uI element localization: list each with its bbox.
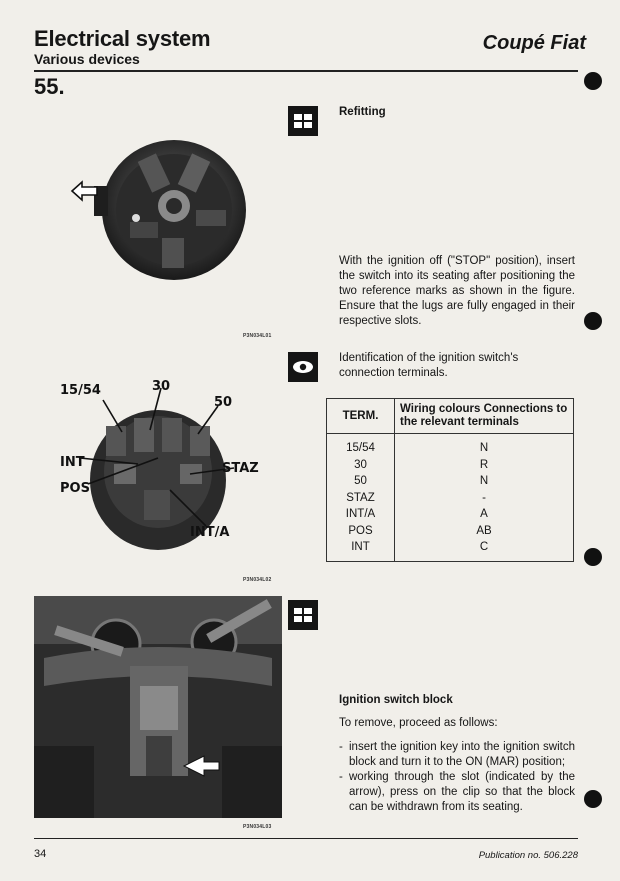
eye-icon bbox=[292, 360, 314, 374]
table-row: POS AB bbox=[327, 523, 574, 540]
figure-code: P3N034L03 bbox=[243, 824, 272, 830]
figure-ignition-switch-photo bbox=[66, 126, 256, 296]
table-header-colours: Wiring colours Connections to the relevant terminals bbox=[395, 399, 574, 434]
table-header-term: TERM. bbox=[327, 399, 395, 434]
figure-code: P3N034L01 bbox=[243, 333, 272, 339]
footer-rule bbox=[34, 838, 578, 839]
list-item: - working through the slot (indicated by the arrow), press on the clip so that the block can be withdrawn from its seating. bbox=[339, 770, 575, 815]
ignition-block-steps bbox=[339, 740, 575, 815]
table-row: STAZ - bbox=[327, 490, 574, 507]
operation-square-icon bbox=[288, 106, 318, 136]
binder-hole bbox=[584, 312, 602, 330]
terminal-label: 15/54 bbox=[60, 383, 101, 398]
terminal-label: 30 bbox=[152, 379, 171, 394]
operation-square-icon bbox=[288, 600, 318, 630]
terminal-label: POS bbox=[60, 481, 90, 496]
page-subtitle: Various devices bbox=[34, 51, 140, 67]
table-row: INT C bbox=[327, 539, 574, 561]
terminal-label: INT/A bbox=[190, 525, 230, 540]
section-heading-ignition-block: Ignition switch block bbox=[339, 694, 453, 706]
section-number: 55. bbox=[34, 74, 65, 99]
publication-number: Publication no. 506.228 bbox=[478, 850, 578, 861]
terminal-wiring-table bbox=[326, 398, 574, 562]
page-title: Electrical system bbox=[34, 26, 211, 51]
terminal-label: STAZ bbox=[222, 461, 259, 476]
terminal-label: 50 bbox=[214, 395, 233, 410]
binder-hole bbox=[584, 548, 602, 566]
table-row: 30 R bbox=[327, 457, 574, 474]
section-heading-refitting: Refitting bbox=[339, 106, 386, 118]
figure-steering-column-photo bbox=[34, 596, 282, 818]
binder-hole bbox=[584, 790, 602, 808]
arrow-pointer-icon bbox=[70, 180, 100, 202]
table-row: INT/A A bbox=[327, 506, 574, 523]
binder-hole bbox=[584, 72, 602, 90]
terminal-label: INT bbox=[60, 455, 85, 470]
figure-code: P3N034L02 bbox=[243, 577, 272, 583]
page-number: 34 bbox=[34, 848, 47, 860]
table-row: 50 N bbox=[327, 473, 574, 490]
identification-paragraph: Identification of the ignition switch's connection terminals. bbox=[339, 352, 519, 379]
brand-name: Coupé Fiat bbox=[482, 32, 586, 54]
ignition-block-intro: To remove, proceed as follows: bbox=[339, 717, 498, 729]
list-item: - insert the ignition key into the ignition switch block and turn it to the ON (MAR) position; bbox=[339, 740, 575, 770]
table-row: 15/54 N bbox=[327, 434, 574, 457]
header-rule bbox=[34, 70, 578, 72]
eye-icon-box bbox=[288, 352, 318, 382]
refitting-paragraph: With the ignition off ("STOP" position), insert the switch into its seating after positioning the two reference marks as shown in the figure. Ensure that the lugs are fully engaged in their respective slots. bbox=[339, 255, 575, 327]
figure-terminal-diagram bbox=[58, 372, 272, 578]
